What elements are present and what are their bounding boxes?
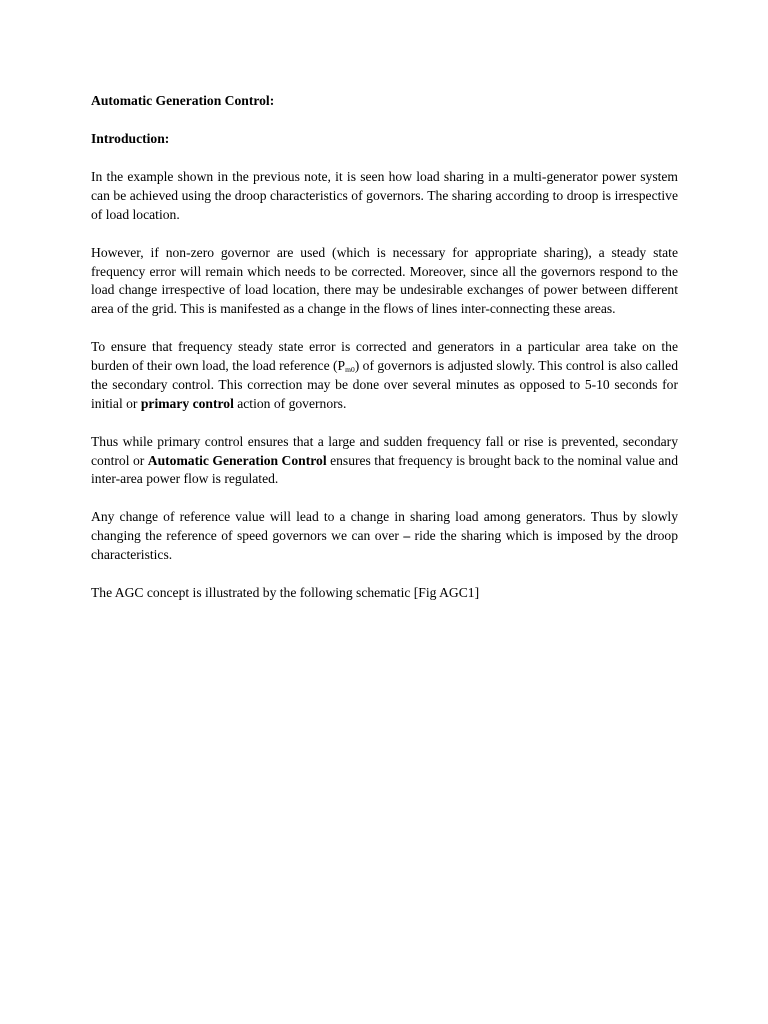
paragraph-reference-change [91, 508, 678, 565]
paragraph-secondary-control-text-1: To ensure that frequency steady state error is corrected and generators in a particular area take on the burden of their own load, the load reference (P [91, 339, 678, 374]
document-body [91, 92, 678, 603]
paragraph-secondary-control-text-3: action of governors. [233, 395, 347, 411]
load-reference-subscript: m0 [345, 365, 355, 375]
agc-term: Automatic Generation Control [147, 452, 327, 468]
primary-control-term: primary control [140, 395, 234, 411]
over-ride-dash: – [403, 528, 411, 544]
paragraph-figure-reference: The AGC concept is illustrated by the following schematic [Fig AGC1] [91, 584, 480, 600]
paragraph-frequency-error: However, if non-zero governor are used (which is necessary for appropriate sharing), a steady state frequency error will remain which needs to be corrected. Moreover, since all the governors respond to the load change irrespective of load location, there may be undesirable exchanges of power between different area of the grid. This is manifested as a change in the flows of lines inter-connecting these areas. [91, 244, 678, 317]
paragraph-reference-change-text-2: ride the sharing which is imposed by the droop characteristics. [91, 528, 678, 563]
paragraph-load-sharing: In the example shown in the previous note, it is seen how load sharing in a multi-generator power system can be achieved using the droop characteristics of governors. The sharing according to droop is irrespective of load location. [91, 169, 678, 222]
paragraph-agc-role-text-2: ensures that frequency is brought back to the nominal value and inter-area power flow is regulated. [91, 452, 678, 487]
document-title: Automatic Generation Control: [91, 93, 275, 108]
paragraph-agc-role-text-1: Thus while primary control ensures that a large and sudden frequency fall or rise is prevented, secondary control or [91, 433, 678, 468]
paragraph-agc-role [91, 433, 678, 490]
paragraph-secondary-control-text-2: ) of governors is adjusted slowly. This control is also called the secondary control. This correction may be done over several minutes as opposed to 5-10 seconds for initial or [91, 358, 678, 411]
paragraph-reference-change-text-1: Any change of reference value will lead to a change in sharing load among generators. Thus by slowly changing the reference of speed governors we can over [91, 509, 678, 544]
section-heading-introduction: Introduction: [91, 131, 170, 146]
paragraph-secondary-control [91, 338, 678, 414]
